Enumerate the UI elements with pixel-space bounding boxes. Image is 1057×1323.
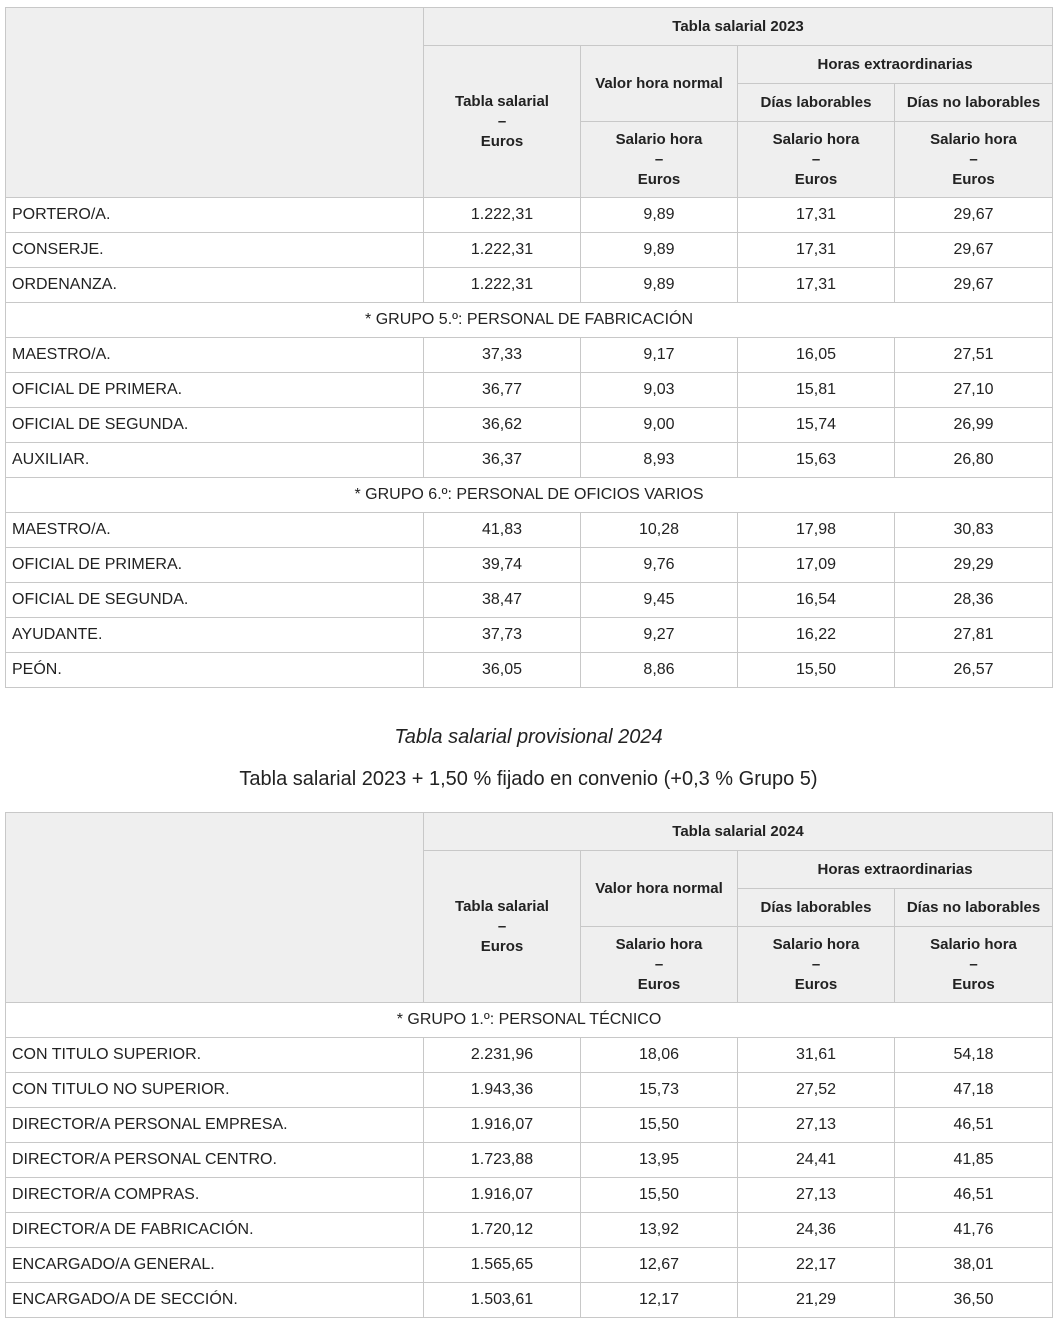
table-row	[6, 618, 1053, 653]
table-row	[6, 1213, 1053, 1248]
cell-valor-hora: 9,27	[581, 618, 738, 653]
cell-dias-laborables: 17,09	[738, 548, 895, 583]
row-label: PORTERO/A.	[6, 198, 424, 233]
cell-tabla-salarial: 1.222,31	[424, 268, 581, 303]
cell-dias-laborables: 16,22	[738, 618, 895, 653]
table-row	[6, 1178, 1053, 1213]
cell-valor-hora: 9,17	[581, 338, 738, 373]
header-dias-no-laborables: Días no laborables	[895, 84, 1053, 122]
cell-dias-no-laborables: 54,18	[895, 1038, 1053, 1073]
header-tabla-salarial: Tabla salarial – Euros	[424, 46, 581, 198]
row-label: OFICIAL DE SEGUNDA.	[6, 408, 424, 443]
row-label: DIRECTOR/A PERSONAL EMPRESA.	[6, 1108, 424, 1143]
header-salario-hora: Salario hora – Euros	[895, 122, 1053, 198]
cell-valor-hora: 9,00	[581, 408, 738, 443]
cell-tabla-salarial: 36,62	[424, 408, 581, 443]
cell-tabla-salarial: 1.723,88	[424, 1143, 581, 1178]
cell-valor-hora: 9,76	[581, 548, 738, 583]
group-row	[6, 303, 1053, 338]
cell-tabla-salarial: 1.222,31	[424, 198, 581, 233]
cell-tabla-salarial: 1.222,31	[424, 233, 581, 268]
group-label: * GRUPO 1.º: PERSONAL TÉCNICO	[6, 1003, 1053, 1038]
cell-dias-no-laborables: 29,67	[895, 233, 1053, 268]
table-row	[6, 1108, 1053, 1143]
header-blank-cell	[6, 8, 424, 198]
cell-dias-no-laborables: 26,57	[895, 653, 1053, 688]
cell-tabla-salarial: 1.943,36	[424, 1073, 581, 1108]
cell-dias-no-laborables: 38,01	[895, 1248, 1053, 1283]
row-label: AUXILIAR.	[6, 443, 424, 478]
table-row	[6, 548, 1053, 583]
cell-tabla-salarial: 36,05	[424, 653, 581, 688]
cell-valor-hora: 9,89	[581, 268, 738, 303]
table-body	[6, 198, 1053, 688]
header-tabla-salarial: Tabla salarial – Euros	[424, 851, 581, 1003]
table-row	[6, 1073, 1053, 1108]
cell-valor-hora: 15,50	[581, 1178, 738, 1213]
cell-dias-laborables: 21,29	[738, 1283, 895, 1318]
cell-tabla-salarial: 37,73	[424, 618, 581, 653]
table-row	[6, 443, 1053, 478]
cell-dias-laborables: 27,13	[738, 1108, 895, 1143]
cell-dias-no-laborables: 29,67	[895, 198, 1053, 233]
header-blank-cell	[6, 813, 424, 1003]
header-salario-hora: Salario hora – Euros	[895, 927, 1053, 1003]
row-label: MAESTRO/A.	[6, 338, 424, 373]
cell-dias-laborables: 15,74	[738, 408, 895, 443]
cell-dias-no-laborables: 41,76	[895, 1213, 1053, 1248]
caption-subtitle: Tabla salarial 2023 + 1,50 % fijado en convenio (+0,3 % Grupo 5)	[239, 768, 818, 790]
cell-tabla-salarial: 1.720,12	[424, 1213, 581, 1248]
cell-valor-hora: 18,06	[581, 1038, 738, 1073]
row-label: CON TITULO SUPERIOR.	[6, 1038, 424, 1073]
cell-dias-laborables: 31,61	[738, 1038, 895, 1073]
row-label: DIRECTOR/A COMPRAS.	[6, 1178, 424, 1213]
cell-dias-no-laborables: 46,51	[895, 1108, 1053, 1143]
table-row	[6, 1038, 1053, 1073]
cell-dias-laborables: 24,36	[738, 1213, 895, 1248]
table-row	[6, 233, 1053, 268]
table-row	[6, 408, 1053, 443]
cell-dias-no-laborables: 29,29	[895, 548, 1053, 583]
cell-dias-laborables: 15,50	[738, 653, 895, 688]
row-label: DIRECTOR/A DE FABRICACIÓN.	[6, 1213, 424, 1248]
cell-valor-hora: 15,50	[581, 1108, 738, 1143]
row-label: OFICIAL DE PRIMERA.	[6, 373, 424, 408]
cell-valor-hora: 12,67	[581, 1248, 738, 1283]
cell-dias-no-laborables: 26,80	[895, 443, 1053, 478]
cell-dias-laborables: 16,54	[738, 583, 895, 618]
cell-valor-hora: 12,17	[581, 1283, 738, 1318]
cell-valor-hora: 13,92	[581, 1213, 738, 1248]
cell-valor-hora: 9,03	[581, 373, 738, 408]
cell-valor-hora: 8,93	[581, 443, 738, 478]
caption-title: Tabla salarial provisional 2024	[394, 726, 663, 748]
group-label: * GRUPO 5.º: PERSONAL DE FABRICACIÓN	[6, 303, 1053, 338]
group-row	[6, 1003, 1053, 1038]
cell-valor-hora: 15,73	[581, 1073, 738, 1108]
cell-dias-no-laborables: 30,83	[895, 513, 1053, 548]
table-row	[6, 268, 1053, 303]
cell-dias-no-laborables: 28,36	[895, 583, 1053, 618]
table-title: Tabla salarial 2024	[424, 813, 1053, 851]
salary-table-2024	[5, 812, 1053, 1318]
cell-dias-laborables: 27,13	[738, 1178, 895, 1213]
cell-tabla-salarial: 1.916,07	[424, 1178, 581, 1213]
row-label: PEÓN.	[6, 653, 424, 688]
row-label: CONSERJE.	[6, 233, 424, 268]
cell-dias-no-laborables: 47,18	[895, 1073, 1053, 1108]
table-header	[6, 8, 1053, 198]
header-salario-hora: Salario hora – Euros	[581, 927, 738, 1003]
cell-valor-hora: 8,86	[581, 653, 738, 688]
cell-tabla-salarial: 1.916,07	[424, 1108, 581, 1143]
cell-valor-hora: 9,89	[581, 233, 738, 268]
cell-dias-laborables: 15,63	[738, 443, 895, 478]
group-row	[6, 478, 1053, 513]
cell-tabla-salarial: 1.565,65	[424, 1248, 581, 1283]
cell-dias-laborables: 15,81	[738, 373, 895, 408]
header-horas-extra: Horas extraordinarias	[738, 46, 1053, 84]
cell-dias-no-laborables: 36,50	[895, 1283, 1053, 1318]
cell-valor-hora: 9,89	[581, 198, 738, 233]
cell-dias-no-laborables: 29,67	[895, 268, 1053, 303]
cell-tabla-salarial: 1.503,61	[424, 1283, 581, 1318]
header-valor-hora: Valor hora normal	[581, 46, 738, 122]
table-row	[6, 1248, 1053, 1283]
cell-dias-no-laborables: 27,10	[895, 373, 1053, 408]
cell-dias-laborables: 27,52	[738, 1073, 895, 1108]
header-dias-no-laborables: Días no laborables	[895, 889, 1053, 927]
table-row	[6, 338, 1053, 373]
cell-dias-laborables: 17,31	[738, 198, 895, 233]
cell-valor-hora: 9,45	[581, 583, 738, 618]
row-label: AYUDANTE.	[6, 618, 424, 653]
cell-dias-no-laborables: 41,85	[895, 1143, 1053, 1178]
cell-dias-laborables: 17,31	[738, 268, 895, 303]
row-label: DIRECTOR/A PERSONAL CENTRO.	[6, 1143, 424, 1178]
table-title: Tabla salarial 2023	[424, 8, 1053, 46]
cell-dias-laborables: 17,31	[738, 233, 895, 268]
header-salario-hora: Salario hora – Euros	[581, 122, 738, 198]
table-body	[6, 1003, 1053, 1318]
table-row	[6, 653, 1053, 688]
cell-tabla-salarial: 36,37	[424, 443, 581, 478]
cell-tabla-salarial: 38,47	[424, 583, 581, 618]
row-label: CON TITULO NO SUPERIOR.	[6, 1073, 424, 1108]
table-row	[6, 198, 1053, 233]
row-label: ENCARGADO/A DE SECCIÓN.	[6, 1283, 424, 1318]
row-label: ENCARGADO/A GENERAL.	[6, 1248, 424, 1283]
table-row	[6, 583, 1053, 618]
cell-tabla-salarial: 41,83	[424, 513, 581, 548]
table-row	[6, 1143, 1053, 1178]
row-label: OFICIAL DE SEGUNDA.	[6, 583, 424, 618]
row-label: ORDENANZA.	[6, 268, 424, 303]
row-label: OFICIAL DE PRIMERA.	[6, 548, 424, 583]
table-row	[6, 373, 1053, 408]
cell-tabla-salarial: 36,77	[424, 373, 581, 408]
cell-dias-laborables: 16,05	[738, 338, 895, 373]
header-dias-laborables: Días laborables	[738, 84, 895, 122]
cell-dias-laborables: 17,98	[738, 513, 895, 548]
table-header	[6, 813, 1053, 1003]
header-salario-hora: Salario hora – Euros	[738, 122, 895, 198]
cell-valor-hora: 10,28	[581, 513, 738, 548]
cell-dias-no-laborables: 26,99	[895, 408, 1053, 443]
cell-tabla-salarial: 39,74	[424, 548, 581, 583]
cell-valor-hora: 13,95	[581, 1143, 738, 1178]
cell-dias-laborables: 22,17	[738, 1248, 895, 1283]
group-label: * GRUPO 6.º: PERSONAL DE OFICIOS VARIOS	[6, 478, 1053, 513]
table-row	[6, 1283, 1053, 1318]
header-horas-extra: Horas extraordinarias	[738, 851, 1053, 889]
header-dias-laborables: Días laborables	[738, 889, 895, 927]
row-label: MAESTRO/A.	[6, 513, 424, 548]
table-row	[6, 513, 1053, 548]
cell-dias-no-laborables: 27,51	[895, 338, 1053, 373]
header-valor-hora: Valor hora normal	[581, 851, 738, 927]
cell-dias-no-laborables: 27,81	[895, 618, 1053, 653]
salary-table-2023	[5, 7, 1053, 688]
cell-tabla-salarial: 37,33	[424, 338, 581, 373]
cell-tabla-salarial: 2.231,96	[424, 1038, 581, 1073]
cell-dias-no-laborables: 46,51	[895, 1178, 1053, 1213]
header-salario-hora: Salario hora – Euros	[738, 927, 895, 1003]
cell-dias-laborables: 24,41	[738, 1143, 895, 1178]
